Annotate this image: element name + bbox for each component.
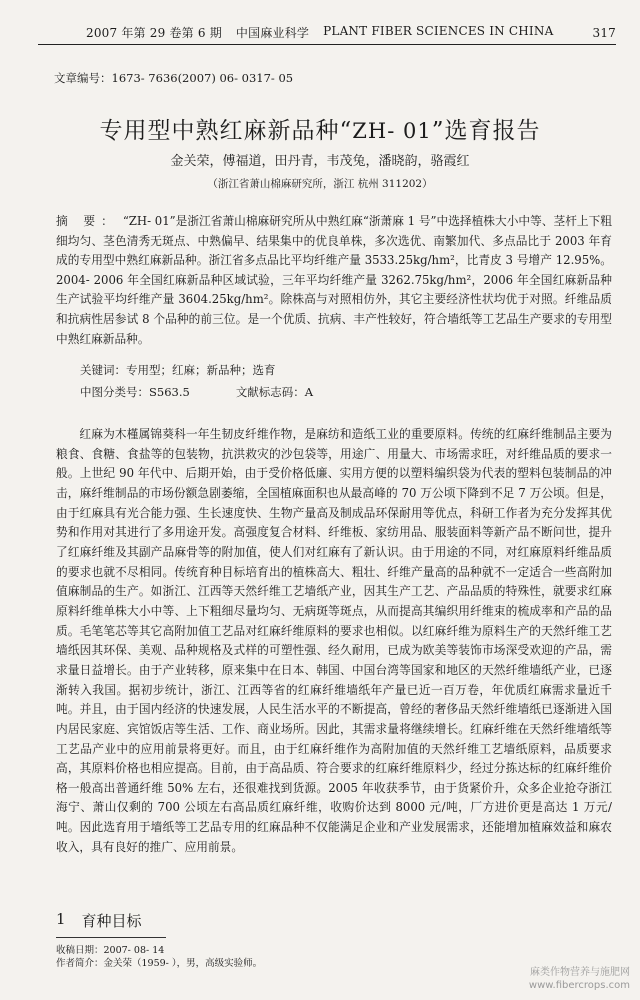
section-title: 育种目标 (81, 912, 142, 930)
header-rule (38, 44, 616, 45)
affiliation: （浙江省萧山棉麻研究所，浙江 杭州 311202） (207, 178, 433, 190)
clc-number: 中图分类号：S563.5 (80, 385, 190, 399)
title-prefix: 专用型中熟红麻新品种“ (99, 118, 353, 144)
watermark-cn: 麻类作物营养与施肥网 (530, 967, 630, 978)
section-heading (56, 910, 142, 931)
abstract-text: “ZH- 01”是浙江省萧山棉麻研究所从中熟红麻“浙萧麻 1 号”中选择植株大小中等、茎杆上下粗细均匀、茎色清秀无斑点、中熟偏早、结果集中的优良单株，多次选优、南繁加代、多点品比于 2003 年育成的专用型中熟红麻新品种。浙江省多点品比平均纤维产量 3533.25kg/hm²，比青皮 3 号增产 12.95%。2004- 2006 年全国红麻新品种区域试验，三年平均纤维产量 3262.75kg/hm²，2006 年全国红麻新品种生产试验平均纤维产量 3604.25kg/hm²。除株高与对照相仿外，其它主要经济性状均优于对照。纤维品质和抗病性居参试 8 个品种的前三位。是一个优质、抗病、丰产性较好，符合墙纸等工艺品生产要求的专用型中熟红麻新品种。 (56, 214, 612, 346)
section-number: 1 (56, 910, 66, 928)
document-code: 文献标志码：A (235, 385, 314, 399)
article-number: 文章编号：1673- 7636(2007) 06- 0317- 05 (54, 71, 294, 85)
received-date: 收稿日期：2007- 08- 14 (56, 945, 165, 956)
body-paragraph: 红麻为木槿属锦葵科一年生韧皮纤维作物，是麻纺和造纸工业的重要原料。传统的红麻纤维制品主要为粮食、食糖、食盐等的包装物，抗洪救灾的沙包袋等，用途广、用量大、市场需求旺，对纤维品质的要求一般。上世纪 90 年代中、后期开始，由于受价格低廉、实用方便的以塑料编织袋为代表的塑料包装制品的冲击，麻纤维制品的市场份额急剧萎缩，全国植麻面积也从最高峰的 70 万公顷下降到不足 7 万公顷。但是，由于红麻具有光合能力强、生长速度快、生物产量高及制成品环保耐用等优点，科研工作者为充分发挥其优势和作用对其进行了多用途开发。高强度复合材料、纤维板、家纺用品、服装面料等新产品不断问世，提升了红麻纤维及其副产品麻骨等的附加值，使人们对红麻有了新认识。由于用途的不同，对红麻原料纤维品质的要求也就不尽相同。传统育种目标培育出的植株高大、粗壮、纤维产量高的品种就不一定适合一些高附加值麻制品的生产。如浙江、江西等天然纤维工艺墙纸产业，因其生产工艺、产品品质的特殊性，就要求红麻原料纤维单株大小中等、上下粗细尽量均匀、无病斑等斑点，从而提高其编织用纤维束的梳成率和产品的品质。毛笔笔芯等其它高附加值工艺品对红麻纤维原料的要求也相似。以红麻纤维为原料生产的天然纤维工艺墙纸因其环保、美观、品种规格及式样的可塑性强、经久耐用，已成为欧美等装饰市场深受欢迎的产品，需求量日益增长。由于产业转移，原来集中在日本、韩国、中国台湾等国家和地区的天然纤维墙纸产业，已逐渐转入我国。据初步统计，浙江、江西等省的红麻纤维墙纸年产量已近一百万卷，年优质红麻需求量近千吨。并且，由于国内经济的快速发展，人民生活水平的不断提高，曾经的奢侈品天然纤维墙纸已逐渐进入国内居民家庭、宾馆饭店等生活、工作、商业场所。因此，其需求量将继续增长。红麻纤维在天然纤维墙纸等工艺品产业中的应用前景将更好。而且，由于红麻纤维作为高附加值的天然纤维工艺墙纸原料，品质要求高，其原料价格也相应提高。目前，由于高品质、符合要求的红麻纤维原料少，经过分拣达标的红麻纤维价格一般高出普通纤维 50% 左右，还很难找到货源。2005 年收获季节，由于货紧价升，众多企业抢夺浙江海宁、萧山仅剩的 700 公顷左右高品质红麻纤维，收购价达到 8000 元/吨，厂方进价更是高达 1 万元/吨。因此选育用于墙纸等工艺品专用的红麻品种不仅能满足企业和产业发展需求，还能增加植麻效益和麻农收入，具有良好的推广、应用前景。 (56, 427, 612, 854)
classification-line (80, 384, 313, 400)
author-list: 金关荣，傅福道，田丹青，韦茂兔，潘晓韵，骆霞红 (170, 154, 470, 169)
footnote-rule (56, 937, 166, 938)
article-title (0, 112, 640, 145)
author-bio: 作者简介：金关荣（1959- ），男，高级实验师。 (56, 958, 263, 969)
page-number: 317 (592, 25, 616, 40)
issue-info: 2007 年第 29 卷第 6 期 (86, 26, 222, 40)
running-header (86, 24, 616, 41)
watermark-url: www.fibercrops.com (528, 980, 630, 991)
journal-name-en: PLANT FIBER SCIENCES IN CHINA (323, 24, 554, 38)
running-header-left (86, 24, 553, 41)
watermark (529, 966, 630, 992)
abstract-label: 摘 要： (56, 214, 119, 228)
journal-name-cn: 中国麻业科学 (235, 26, 310, 40)
keywords: 关键词：专用型；红麻；新品种；选育 (80, 363, 276, 377)
abstract (56, 212, 612, 349)
title-variety-code: ZH- 01 (352, 119, 432, 143)
title-suffix: ”选育报告 (431, 118, 541, 144)
